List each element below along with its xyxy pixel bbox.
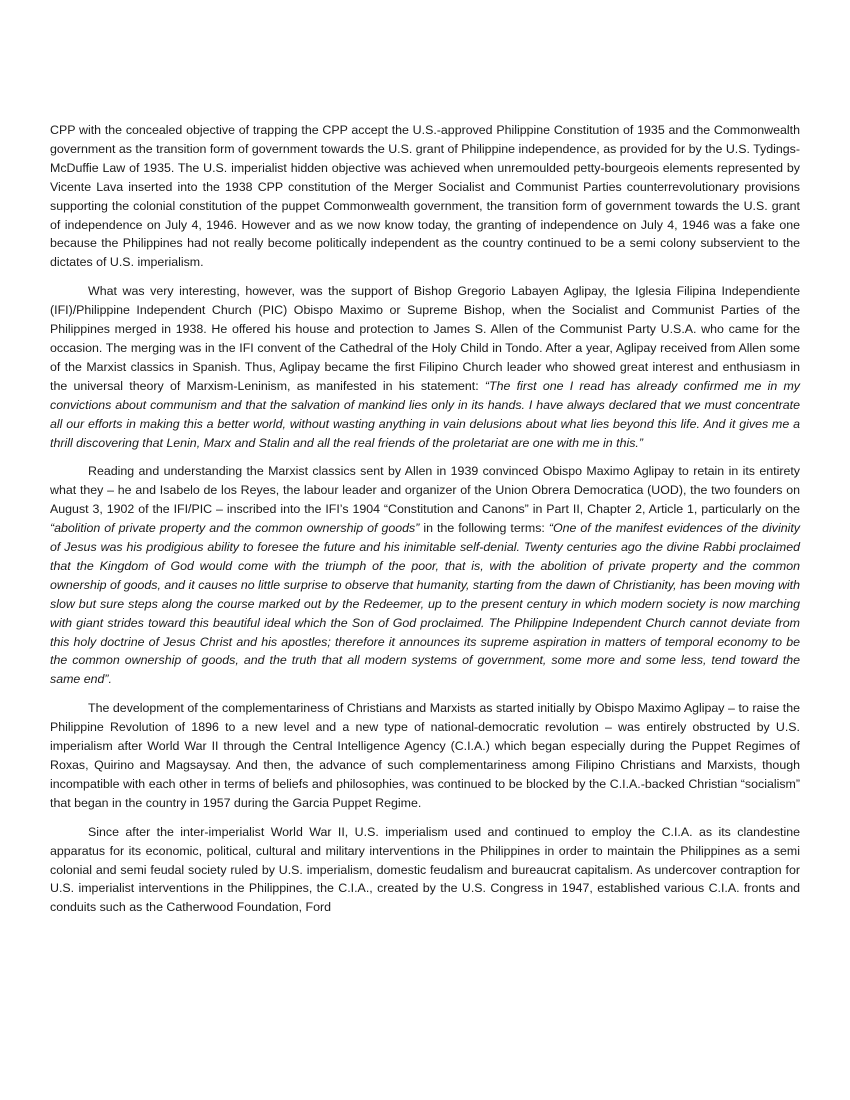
paragraph-3-quote-a: “abolition of private property and the common ownership of goods” — [50, 521, 420, 536]
paragraph-2-quote: “The first one I read has already confirmed me in my convictions about communism and that the salvation of mankind lies only in its hands. I have always declared that we must concentrate all our efforts in making this a better world, without wasting anything in vain delusions about what lies beyond this life. And it gives me a thrill discovering that Lenin, Marx and Stalin and all the real friends of the proletariat are one with me in this.” — [50, 378, 801, 450]
document-page — [50, 121, 800, 927]
paragraph-2 — [50, 282, 800, 452]
paragraph-3-text-b: in the following terms: — [419, 521, 549, 536]
paragraph-5-text: Since after the inter-imperialist World War II, U.S. imperialism used and continued to employ the C.I.A. as its clandestine apparatus for its economic, political, cultural and military interventions in the Philippines in order to maintain the Philippines as a semi colonial and semi feudal society ruled by U.S. imperialism, domestic feudalism and bureaucrat capitalism. As undercover contraption for U.S. imperialist interventions in the Philippines, the C.I.A., created by the U.S. Congress in 1947, established various C.I.A. fronts and conduits such as the Catherwood Foundation, Ford — [50, 824, 800, 915]
paragraph-3 — [50, 462, 800, 689]
paragraph-1 — [50, 121, 800, 272]
paragraph-4-text: The development of the complementariness of Christians and Marxists as started initially by Obispo Maximo Aglipay – to raise the Philippine Revolution of 1896 to a new level and a new type of national-democratic revolution – was entirely obstructed by U.S. imperialism after World War II through the Central Intelligence Agency (C.I.A.) which began especially during the Puppet Regimes of Roxas, Quirino and Magsaysay. And then, the advance of such complementariness among Filipino Christians and Marxists, though incompatible with each other in terms of beliefs and philosophies, was continued to be blocked by the C.I.A.-backed Christian “socialism” that began in the country in 1957 during the Garcia Puppet Regime. — [50, 701, 800, 810]
paragraph-1-text: CPP with the concealed objective of trapping the CPP accept the U.S.-approved Philippine Constitution of 1935 and the Commonwealth government as the transition form of government towards the U.S. grant of Philippine independence, as provided for by the U.S. Tydings-McDuffie Law of 1935. The U.S. imperialist hidden objective was achieved when unremoulded petty-bourgeois elements represented by Vicente Lava inserted into the 1938 CPP constitution of the Merger Socialist and Communist Parties counterrevolutionary provisions supporting the colonial constitution of the puppet Commonwealth government, the transition form of government towards the U.S. grant of independence on July 4, 1946. However and as we now know today, the granting of independence on July 4, 1946 was a fake one because the Philippines had not really become politically independent as the country continued to be a semi colony subservient to the dictates of U.S. imperialism. — [50, 123, 800, 270]
paragraph-3-text-a: Reading and understanding the Marxist classics sent by Allen in 1939 convinced Obispo Maximo Aglipay to retain in its entirety what they – he and Isabelo de los Reyes, the labour leader and organizer of the Union Obrera Democratica (UOD), the two founders on August 3, 1902 of the IFI/PIC – inscribed into the IFI’s 1904 “Constitution and Canons” in Part II, Chapter 2, Article 1, particularly on the — [50, 464, 800, 517]
paragraph-5 — [50, 823, 800, 918]
paragraph-2-text: What was very interesting, however, was the support of Bishop Gregorio Labayen Aglipay, the Iglesia Filipina Independiente (IFI)/Philippine Independent Church (PIC) Obispo Maximo or Supreme Bishop, when the Socialist and Communist Parties of the Philippines merged in 1938. He offered his house and protection to James S. Allen of the Communist Party U.S.A. who came for the occasion. The merging was in the IFI convent of the Cathedral of the Holy Child in Tondo. After a year, Aglipay received from Allen some of the Marxist classics in Spanish. Thus, Aglipay became the first Filipino Church leader who showed great interest and enthusiasm in the universal theory of Marxism-Leninism, as manifested in his statement: — [50, 284, 800, 393]
paragraph-4 — [50, 699, 800, 812]
paragraph-3-quote-b: “One of the manifest evidences of the divinity of Jesus was his prodigious ability to foresee the future and his inimitable self-denial. Twenty centuries ago the divine Rabbi proclaimed that the Kingdom of God would come with the triumph of the poor, that is, with the abolition of private property and the common ownership of goods, and it causes no little surprise to observe that humanity, starting from the dawn of Christianity, has been moving with slow but sure steps along the course marked out by the Redeemer, up to the present century in which modern society is now marching with giant strides toward this beautiful ideal which the Son of God proclaimed. The Philippine Independent Church cannot deviate from this holy doctrine of Jesus Christ and his apostles; therefore it announces its supreme aspiration in matters of temporal economy to be the common ownership of goods, and the truth that all modern systems of government, some more and some less, tend toward the same end”. — [50, 521, 801, 687]
